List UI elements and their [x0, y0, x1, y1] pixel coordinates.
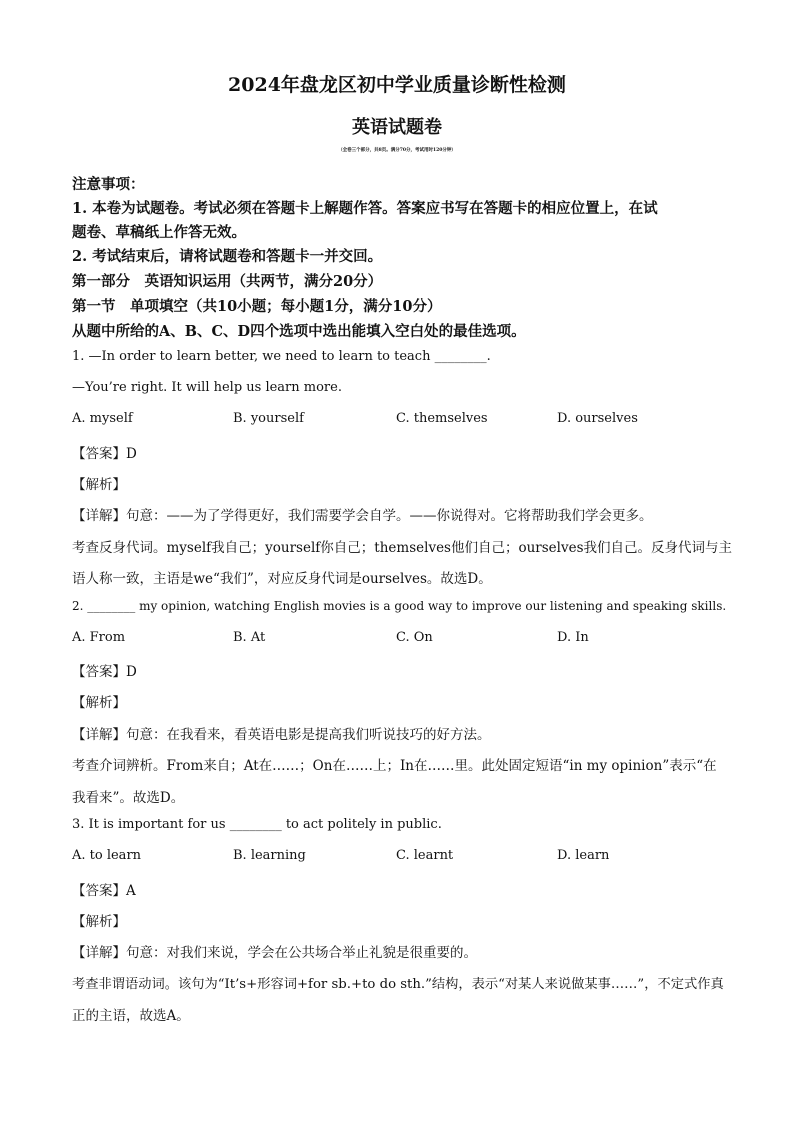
- detail-tag: 【详解】: [72, 945, 126, 961]
- question-1-detail: [72, 504, 653, 524]
- question-1-option-b: B. yourself: [233, 411, 304, 426]
- question-2-stem: 2. ________ my opinion, watching English movies is a good way to improve our listening and speaking skills.: [72, 599, 727, 613]
- detail-text: 句意：对我们来说，学会在公共场合举止礼貌是很重要的。: [126, 945, 477, 961]
- question-2-option-d: D. In: [557, 630, 589, 645]
- exam-info: （全卷三个部分，共8页。满分70分，考试用时120分钟）: [338, 148, 456, 153]
- section-part-heading: 第一部分 英语知识运用（共两节，满分20分）: [72, 273, 383, 290]
- detail-text: 句意：在我看来，看英语电影是提高我们听说技巧的好方法。: [126, 727, 491, 743]
- answer-tag: 【答案】: [72, 446, 126, 462]
- exam-title: 2024年盘龙区初中学业质量诊断性检测: [228, 74, 566, 96]
- notice-item-1-line-2: 题卷、草稿纸上作答无效。: [72, 224, 246, 241]
- question-2-detail: [72, 723, 491, 743]
- question-3-detail: [72, 941, 477, 961]
- detail-tag: 【详解】: [72, 508, 126, 524]
- answer-tag: 【答案】: [72, 664, 126, 680]
- question-3-explain-line-2: 正的主语，故选A。: [72, 1008, 190, 1024]
- question-2-option-a: A. From: [72, 630, 126, 645]
- question-1-option-d: D. ourselves: [557, 411, 638, 426]
- question-3-option-c: C. learnt: [396, 848, 454, 863]
- question-1-explain-line-1: 考查反身代词。myself我自己；yourself你自己；themselves他们自己；ourselves我们自己。反身代词与主: [72, 540, 733, 556]
- question-1-stem-reply: —You’re right. It will help us learn more.: [72, 380, 342, 395]
- answer-value: D: [126, 664, 137, 680]
- question-3-option-d: D. learn: [557, 848, 610, 863]
- answer-value: D: [126, 446, 137, 462]
- question-1-option-c: C. themselves: [396, 411, 488, 426]
- question-2-explain-line-2: 我看来”。故选D。: [72, 790, 185, 806]
- question-1-option-a: A. myself: [72, 411, 133, 426]
- question-2-answer: [72, 660, 137, 680]
- question-3-analysis-tag: 【解析】: [72, 914, 126, 930]
- question-1-answer: [72, 442, 137, 462]
- exam-subtitle: 英语试题卷: [352, 117, 442, 138]
- question-2-analysis-tag: 【解析】: [72, 695, 126, 711]
- notice-item-2: 2. 考试结束后，请将试题卷和答题卡一并交回。: [72, 248, 383, 265]
- question-1-analysis-tag: 【解析】: [72, 477, 126, 493]
- question-1-stem: 1. —In order to learn better, we need to learn to teach ________.: [72, 349, 491, 364]
- detail-text: 句意：——为了学得更好，我们需要学会自学。——你说得对。它将帮助我们学会更多。: [126, 508, 653, 524]
- question-3-stem: 3. It is important for us ________ to act politely in public.: [72, 817, 442, 832]
- section-sub-heading: 第一节 单项填空（共10小题；每小题1分，满分10分）: [72, 298, 442, 315]
- answer-tag: 【答案】: [72, 883, 126, 899]
- section-instruction: 从题中所给的A、B、C、D四个选项中选出能填入空白处的最佳选项。: [72, 323, 526, 340]
- notice-heading: 注意事项：: [72, 176, 145, 193]
- notice-item-1-line-1: 1. 本卷为试题卷。考试必须在答题卡上解题作答。答案应书写在答题卡的相应位置上，在试: [72, 200, 658, 217]
- question-2-option-b: B. At: [233, 630, 266, 645]
- question-1-explain-line-2: 语人称一致，主语是we“我们”，对应反身代词是ourselves。故选D。: [72, 571, 492, 587]
- detail-tag: 【详解】: [72, 727, 126, 743]
- question-3-answer: [72, 879, 136, 899]
- answer-value: A: [126, 883, 136, 899]
- question-3-option-a: A. to learn: [72, 848, 142, 863]
- question-3-explain-line-1: 考查非谓语动词。该句为“It’s+形容词+for sb.+to do sth.”结构，表示“对某人来说做某事……”，不定式作真: [72, 977, 724, 992]
- question-2-explain-line-1: 考查介词辨析。From来自；At在……；On在……上；In在……里。此处固定短语“in my opinion”表示“在: [72, 758, 717, 774]
- question-3-option-b: B. learning: [233, 848, 306, 863]
- question-2-option-c: C. On: [396, 630, 433, 645]
